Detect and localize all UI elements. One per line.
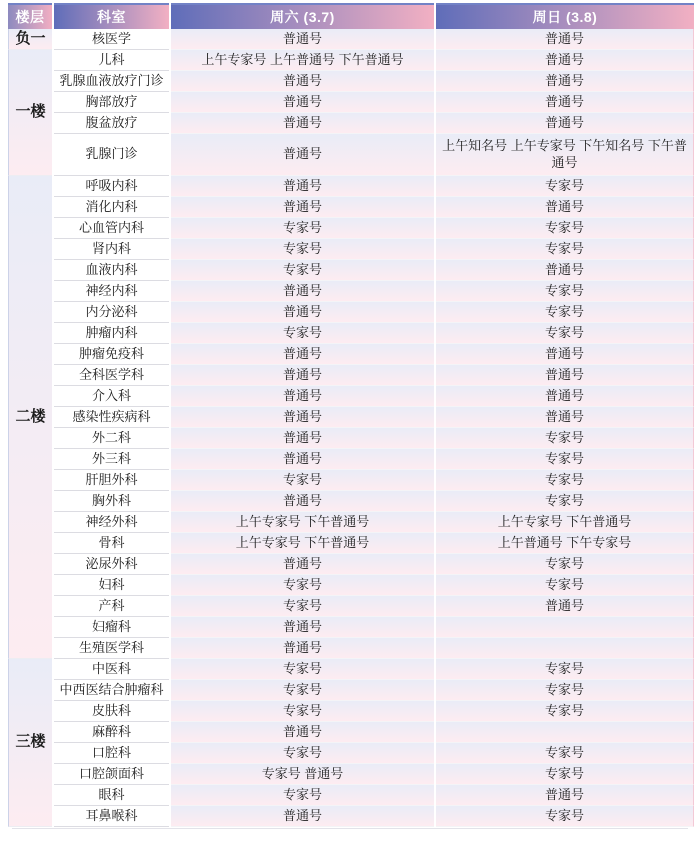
saturday-cell: 普通号 — [171, 806, 434, 827]
header-floor: 楼层 — [8, 3, 52, 29]
sunday-cell: 专家号 — [436, 575, 694, 596]
saturday-cell: 专家号 — [171, 239, 434, 260]
sunday-cell: 专家号 — [436, 743, 694, 764]
floor-cell: 二楼 — [8, 176, 52, 659]
saturday-cell: 专家号 — [171, 323, 434, 344]
sunday-cell: 专家号 — [436, 764, 694, 785]
department-cell: 口腔颌面科 — [54, 764, 169, 785]
schedule-row — [8, 554, 694, 575]
saturday-cell: 普通号 — [171, 407, 434, 428]
saturday-cell: 普通号 — [171, 617, 434, 638]
sunday-cell: 专家号 — [436, 449, 694, 470]
sunday-cell: 专家号 — [436, 218, 694, 239]
saturday-cell: 普通号 — [171, 134, 434, 176]
schedule-row — [8, 449, 694, 470]
saturday-cell: 普通号 — [171, 302, 434, 323]
saturday-cell: 普通号 — [171, 92, 434, 113]
schedule-row — [8, 512, 694, 533]
department-cell: 肝胆外科 — [54, 470, 169, 491]
sunday-cell: 普通号 — [436, 386, 694, 407]
header-saturday: 周六 (3.7) — [171, 3, 434, 29]
saturday-cell: 专家号 — [171, 218, 434, 239]
sunday-cell: 专家号 — [436, 491, 694, 512]
saturday-cell: 上午专家号 下午普通号 — [171, 512, 434, 533]
table-bottom-shadow — [12, 828, 688, 829]
saturday-cell: 普通号 — [171, 449, 434, 470]
sunday-cell: 专家号 — [436, 239, 694, 260]
sunday-cell: 普通号 — [436, 344, 694, 365]
header-sunday: 周日 (3.8) — [436, 3, 694, 29]
sunday-cell: 专家号 — [436, 323, 694, 344]
sunday-cell: 专家号 — [436, 428, 694, 449]
schedule-row — [8, 785, 694, 806]
department-cell: 神经外科 — [54, 512, 169, 533]
department-cell: 神经内科 — [54, 281, 169, 302]
schedule-row — [8, 680, 694, 701]
department-cell: 眼科 — [54, 785, 169, 806]
saturday-cell: 专家号 — [171, 785, 434, 806]
sunday-cell: 上午知名号 上午专家号 下午知名号 下午普通号 — [436, 134, 694, 176]
sunday-cell — [436, 722, 694, 743]
department-cell: 中西医结合肿瘤科 — [54, 680, 169, 701]
sunday-cell: 专家号 — [436, 554, 694, 575]
schedule-row — [8, 239, 694, 260]
schedule-row — [8, 743, 694, 764]
schedule-row — [8, 407, 694, 428]
schedule-row — [8, 428, 694, 449]
sunday-cell: 普通号 — [436, 29, 694, 50]
department-cell: 介入科 — [54, 386, 169, 407]
schedule-row — [8, 71, 694, 92]
schedule-row — [8, 344, 694, 365]
department-cell: 儿科 — [54, 50, 169, 71]
department-cell: 妇科 — [54, 575, 169, 596]
sunday-cell: 上午普通号 下午专家号 — [436, 533, 694, 554]
sunday-cell: 专家号 — [436, 176, 694, 197]
saturday-cell: 专家号 — [171, 701, 434, 722]
department-cell: 外二科 — [54, 428, 169, 449]
saturday-cell: 专家号 — [171, 260, 434, 281]
department-cell: 感染性疾病科 — [54, 407, 169, 428]
sunday-cell — [436, 617, 694, 638]
saturday-cell: 普通号 — [171, 281, 434, 302]
sunday-cell: 专家号 — [436, 470, 694, 491]
schedule-row — [8, 806, 694, 827]
floor-cell: 一楼 — [8, 50, 52, 176]
schedule-row — [8, 197, 694, 218]
schedule-row — [8, 764, 694, 785]
department-cell: 乳腺血液放疗门诊 — [54, 71, 169, 92]
department-cell: 乳腺门诊 — [54, 134, 169, 176]
schedule-table-container — [6, 3, 694, 827]
saturday-cell: 普通号 — [171, 113, 434, 134]
saturday-cell: 普通号 — [171, 722, 434, 743]
sunday-cell: 专家号 — [436, 281, 694, 302]
schedule-row — [8, 596, 694, 617]
schedule-row — [8, 92, 694, 113]
saturday-cell: 普通号 — [171, 29, 434, 50]
department-cell: 胸部放疗 — [54, 92, 169, 113]
saturday-cell: 普通号 — [171, 365, 434, 386]
saturday-cell: 普通号 — [171, 554, 434, 575]
schedule-row — [8, 29, 694, 50]
department-cell: 核医学 — [54, 29, 169, 50]
schedule-body — [8, 29, 694, 827]
sunday-cell: 普通号 — [436, 50, 694, 71]
sunday-cell: 普通号 — [436, 71, 694, 92]
saturday-cell: 专家号 — [171, 596, 434, 617]
department-cell: 肿瘤内科 — [54, 323, 169, 344]
department-cell: 口腔科 — [54, 743, 169, 764]
schedule-row — [8, 638, 694, 659]
department-cell: 呼吸内科 — [54, 176, 169, 197]
schedule-row — [8, 50, 694, 71]
schedule-row — [8, 617, 694, 638]
department-cell: 泌尿外科 — [54, 554, 169, 575]
schedule-row — [8, 701, 694, 722]
schedule-row — [8, 260, 694, 281]
saturday-cell: 普通号 — [171, 638, 434, 659]
saturday-cell: 普通号 — [171, 386, 434, 407]
sunday-cell: 普通号 — [436, 197, 694, 218]
department-cell: 皮肤科 — [54, 701, 169, 722]
sunday-cell: 普通号 — [436, 365, 694, 386]
saturday-cell: 普通号 — [171, 197, 434, 218]
department-cell: 麻醉科 — [54, 722, 169, 743]
saturday-cell: 专家号 — [171, 575, 434, 596]
saturday-cell: 专家号 — [171, 470, 434, 491]
schedule-row — [8, 218, 694, 239]
sunday-cell: 普通号 — [436, 785, 694, 806]
schedule-row — [8, 722, 694, 743]
schedule-row — [8, 365, 694, 386]
department-cell: 生殖医学科 — [54, 638, 169, 659]
sunday-cell: 专家号 — [436, 701, 694, 722]
schedule-row — [8, 491, 694, 512]
schedule-row — [8, 134, 694, 176]
saturday-cell: 普通号 — [171, 71, 434, 92]
schedule-row — [8, 281, 694, 302]
saturday-cell: 上午专家号 下午普通号 — [171, 533, 434, 554]
schedule-row — [8, 533, 694, 554]
schedule-row — [8, 113, 694, 134]
department-cell: 中医科 — [54, 659, 169, 680]
sunday-cell: 专家号 — [436, 806, 694, 827]
sunday-cell — [436, 638, 694, 659]
saturday-cell: 上午专家号 上午普通号 下午普通号 — [171, 50, 434, 71]
schedule-row — [8, 323, 694, 344]
sunday-cell: 上午专家号 下午普通号 — [436, 512, 694, 533]
department-cell: 消化内科 — [54, 197, 169, 218]
department-cell: 耳鼻喉科 — [54, 806, 169, 827]
floor-cell: 负一 — [8, 29, 52, 50]
schedule-row — [8, 659, 694, 680]
sunday-cell: 普通号 — [436, 596, 694, 617]
department-cell: 心血管内科 — [54, 218, 169, 239]
department-cell: 外三科 — [54, 449, 169, 470]
header-department: 科室 — [54, 3, 169, 29]
sunday-cell: 专家号 — [436, 680, 694, 701]
department-cell: 血液内科 — [54, 260, 169, 281]
department-cell: 腹盆放疗 — [54, 113, 169, 134]
saturday-cell: 普通号 — [171, 428, 434, 449]
header-row — [8, 3, 694, 29]
department-cell: 骨科 — [54, 533, 169, 554]
schedule-row — [8, 386, 694, 407]
saturday-cell: 专家号 — [171, 659, 434, 680]
sunday-cell: 普通号 — [436, 407, 694, 428]
sunday-cell: 普通号 — [436, 260, 694, 281]
saturday-cell: 普通号 — [171, 176, 434, 197]
saturday-cell: 专家号 — [171, 743, 434, 764]
sunday-cell: 专家号 — [436, 659, 694, 680]
floor-cell: 三楼 — [8, 659, 52, 827]
department-cell: 内分泌科 — [54, 302, 169, 323]
department-cell: 妇瘤科 — [54, 617, 169, 638]
schedule-row — [8, 470, 694, 491]
schedule-row — [8, 176, 694, 197]
schedule-row — [8, 575, 694, 596]
saturday-cell: 专家号 — [171, 680, 434, 701]
sunday-cell: 普通号 — [436, 113, 694, 134]
department-cell: 胸外科 — [54, 491, 169, 512]
department-cell: 肾内科 — [54, 239, 169, 260]
sunday-cell: 普通号 — [436, 92, 694, 113]
sunday-cell: 专家号 — [436, 302, 694, 323]
department-cell: 肿瘤免疫科 — [54, 344, 169, 365]
saturday-cell: 专家号 普通号 — [171, 764, 434, 785]
saturday-cell: 普通号 — [171, 344, 434, 365]
saturday-cell: 普通号 — [171, 491, 434, 512]
schedule-row — [8, 302, 694, 323]
department-cell: 全科医学科 — [54, 365, 169, 386]
hospital-schedule-table — [6, 3, 696, 827]
department-cell: 产科 — [54, 596, 169, 617]
